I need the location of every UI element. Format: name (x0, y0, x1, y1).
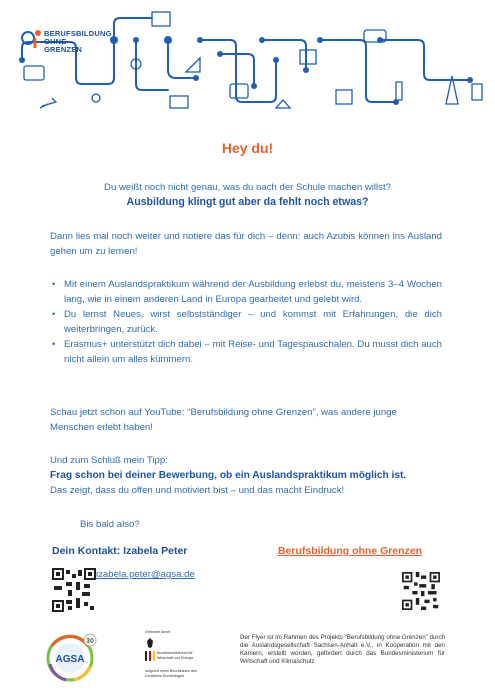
ministry-logo (145, 630, 205, 678)
agsa-name: AGSA (55, 654, 85, 665)
tip-end: Das zeigt, dass du offen und motiviert bist – und das macht Eindruck! (50, 485, 345, 496)
tower-icon (472, 84, 482, 100)
tip-bold: Frag schon bei deiner Bewerbung, ob ein Auslandspraktikum möglich ist. (50, 470, 407, 481)
picture-icon (336, 90, 352, 104)
list-item: • Erasmus+ unterstützt dich dabei – mit Reise- und Tagespauschalen. Du musst dich auch nicht allein um alles kümmern. (50, 337, 442, 367)
chat-icon (24, 66, 44, 80)
youtube-paragraph: Schau jetzt schon auf YouTube: “Berufsbildung ohne Grenzen”, was andere junge Menschen erlebt haben! (50, 407, 397, 433)
intro-bold: Ausbildung klingt gut aber da fehlt noch etwas? (126, 196, 369, 208)
qr-code-program[interactable] (402, 572, 440, 610)
page-title: Hey du! (221, 140, 274, 156)
header-illustration (0, 0, 495, 130)
laptop-icon (170, 96, 188, 108)
federal-eagle-icon (145, 637, 155, 649)
logo-line-3: GRENZEN (44, 45, 83, 54)
bullet-list (50, 277, 442, 367)
list-item: • Mit einem Auslandspraktikum während der Ausbildung erlebst du, meistens 3–4 Wochen lang, wie in einem anderen Land in Europa gearbeitet und gelebt wird. (50, 277, 442, 307)
contact-label: Dein Kontakt: Izabela Peter (52, 545, 188, 557)
contact-email[interactable]: izabela.peter@agsa.de (96, 569, 195, 580)
tools-icon (92, 94, 100, 102)
list-item: • Du lernst Neues, wirst selbstständiger – und kommst mit Erfahrungen, die dich weiterbringen, zurück. (50, 307, 442, 337)
ministry-name: Bundesministerium für Wirtschaft und Energie (157, 651, 194, 660)
certificate-icon (300, 50, 316, 64)
airplane-icon (40, 98, 56, 108)
flag-bar (145, 651, 205, 661)
paragraph-1: Dann lies mal noch weiter und notiere das für dich – denn: auch Azubis können ins Ausland gehen um zu lernen! (50, 231, 442, 257)
closing-text: Bis bald also? (80, 519, 140, 530)
agsa-badge: 30 (86, 638, 94, 645)
logo-line-2: OHNE (44, 37, 67, 46)
logo-line-1: BERUFSBILDUNG (44, 29, 112, 38)
qr-code-contact[interactable] (52, 568, 96, 612)
funded-by-label: Gefördert durch: (145, 630, 172, 634)
footer-note: Der Flyer ist im Rahmen des Projekts “Berufsbildung ohne Grenzen” durch die Auslandsgesellschaft Sachsen-Anhalt e.V., in Kooperation mit den Kamern, erstellt worden, gefördert durch das Bundesministerium für Wirtschaft und Klimaschutz (240, 634, 445, 665)
ministry-note: aufgrund eines Beschlusses des Deutschen Bundestages (145, 669, 197, 678)
landmark-icon (276, 100, 290, 108)
program-link[interactable]: Berufsbildung ohne Grenzen (278, 545, 423, 557)
tip-intro: Und zum Schluß mein Tipp: (50, 455, 168, 466)
agsa-logo (44, 630, 98, 684)
logo-mark (22, 30, 41, 48)
triangle-ruler-icon (186, 58, 200, 72)
tip-block (50, 453, 450, 498)
paint-roller-icon (396, 82, 402, 100)
signpost-icon (152, 12, 170, 26)
intro-question: Du weißt noch nicht genau, was du nach der Schule machen willst? (104, 182, 391, 193)
camera-icon (230, 84, 248, 98)
logo-text (44, 30, 112, 54)
